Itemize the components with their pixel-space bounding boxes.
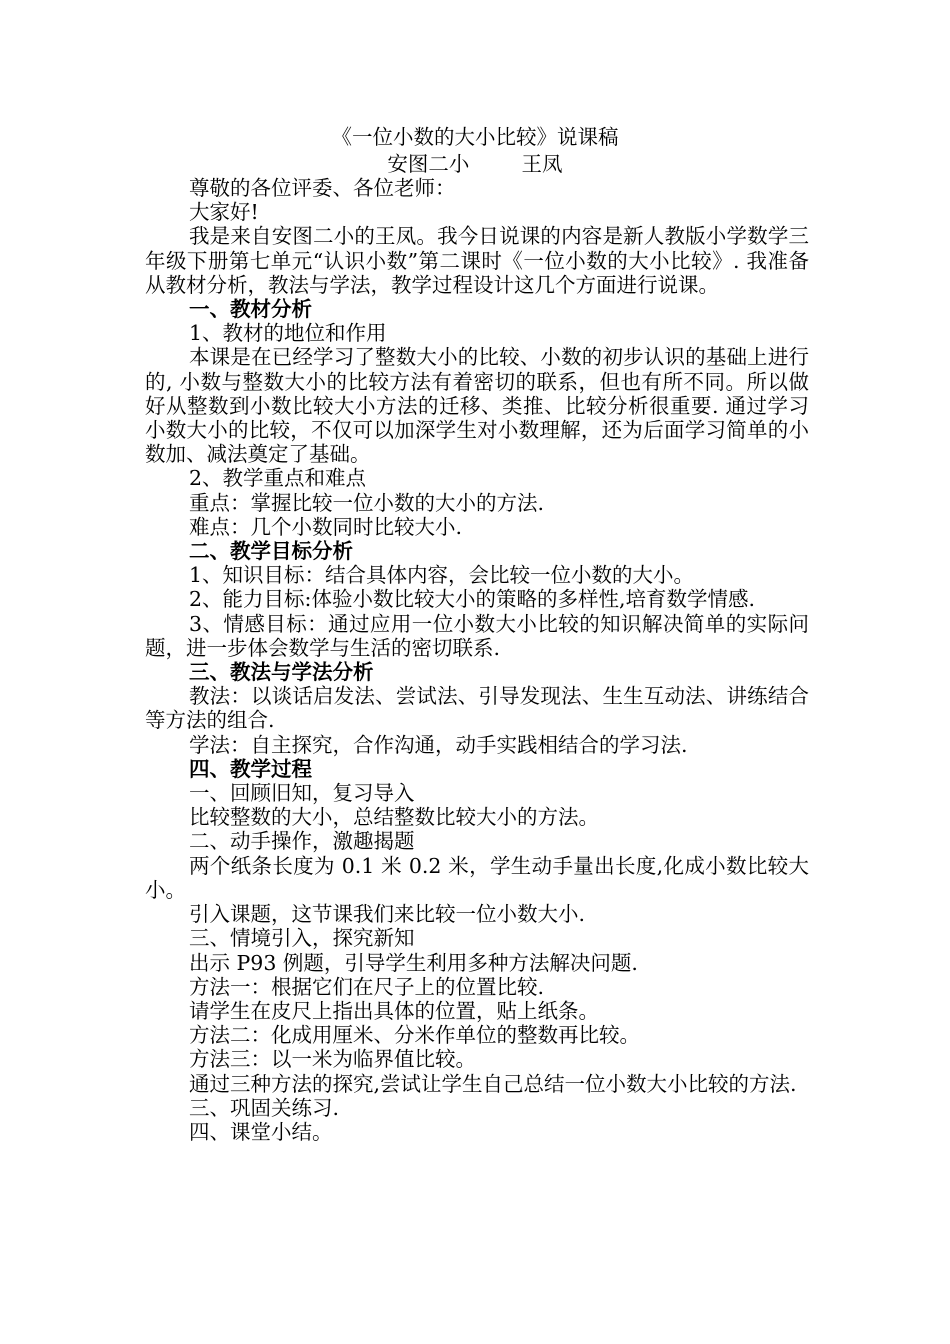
paragraph: 我是来自安图二小的王凤。我今日说课的内容是新人教版小学数学三年级下册第七单元“认识小数”第二课时《一位小数的大小比较》. 我准备从教材分析，教法与学法，教学过程设计这几个方面进行说课。 xyxy=(145,224,809,297)
paragraph: 1、教材的地位和作用 xyxy=(189,321,387,346)
paragraph: 方法二：化成用厘米、分米作单位的整数再比较。 xyxy=(189,1023,640,1048)
paragraph: 两个纸条长度为 0.1 米 0.2 米，学生动手量出长度,化成小数比较大小。 xyxy=(145,853,809,902)
paragraph: 一、回顾旧知，复习导入 xyxy=(189,781,415,806)
paragraph: 尊敬的各位评委、各位老师： xyxy=(189,176,456,200)
paragraph: 难点：几个小数同时比较大小. xyxy=(189,514,463,539)
paragraph: 三、情境引入，探究新知 xyxy=(189,926,415,951)
paragraph: 出示 P93 例题，引导学生利用多种方法解决问题. xyxy=(189,950,638,975)
paragraph: 大家好! xyxy=(189,200,259,225)
author-line: 安图二小 王凤 xyxy=(387,152,563,176)
paragraph: 教法：以谈话启发法、尝试法、引导发现法、生生互动法、讲练结合等方法的组合. xyxy=(145,684,809,733)
document-body xyxy=(145,176,809,1144)
paragraph: 比较整数的大小，总结整数比较大小的方法。 xyxy=(189,805,599,830)
paragraph: 本课是在已经学习了整数大小的比较、小数的初步认识的基础上进行的, 小数与整数大小的比较方法有着密切的联系，但也有所不同。所以做好从整数到小数比较大小方法的迁移、类推、比较分析很重要. 通过学习小数大小的比较，不仅可以加深学生对小数理解，还为后面学习简单的小数加、减法奠定了基础。 xyxy=(145,345,809,467)
section-heading: 四、教学过程 xyxy=(189,756,312,781)
paragraph: 三、巩固关练习. xyxy=(189,1095,340,1120)
paragraph: 1、知识目标：结合具体内容，会比较一位小数的大小。 xyxy=(189,563,695,588)
paragraph: 3、情感目标：通过应用一位小数大小比较的知识解决简单的实际问题，进一步体会数学与生活的密切联系. xyxy=(145,611,809,660)
section-heading: 二、教学目标分析 xyxy=(189,539,353,564)
section-heading: 三、教法与学法分析 xyxy=(189,660,374,685)
paragraph: 通过三种方法的探究,尝试让学生自己总结一位小数大小比较的方法. xyxy=(189,1071,797,1096)
paragraph: 学法：自主探究，合作沟通，动手实践相结合的学习法. xyxy=(189,732,688,757)
document-title: 《一位小数的大小比较》说课稿 xyxy=(331,125,619,149)
paragraph: 二、动手操作，激趣揭题 xyxy=(189,829,415,854)
paragraph: 方法一：根据它们在尺子上的位置比较. xyxy=(189,974,545,999)
section-heading: 一、教材分析 xyxy=(189,297,312,322)
paragraph: 方法三：以一米为临界值比较。 xyxy=(189,1047,476,1072)
paragraph: 四、课堂小结。 xyxy=(189,1119,333,1144)
paragraph: 2、能力目标:体验小数比较大小的策略的多样性,培育数学情感. xyxy=(189,587,755,612)
paragraph: 请学生在皮尺上指出具体的位置，贴上纸条。 xyxy=(189,998,599,1023)
paragraph: 引入课题，这节课我们来比较一位小数大小. xyxy=(189,902,586,927)
paragraph: 重点：掌握比较一位小数的大小的方法. xyxy=(189,490,545,515)
paragraph: 2、教学重点和难点 xyxy=(189,466,367,491)
